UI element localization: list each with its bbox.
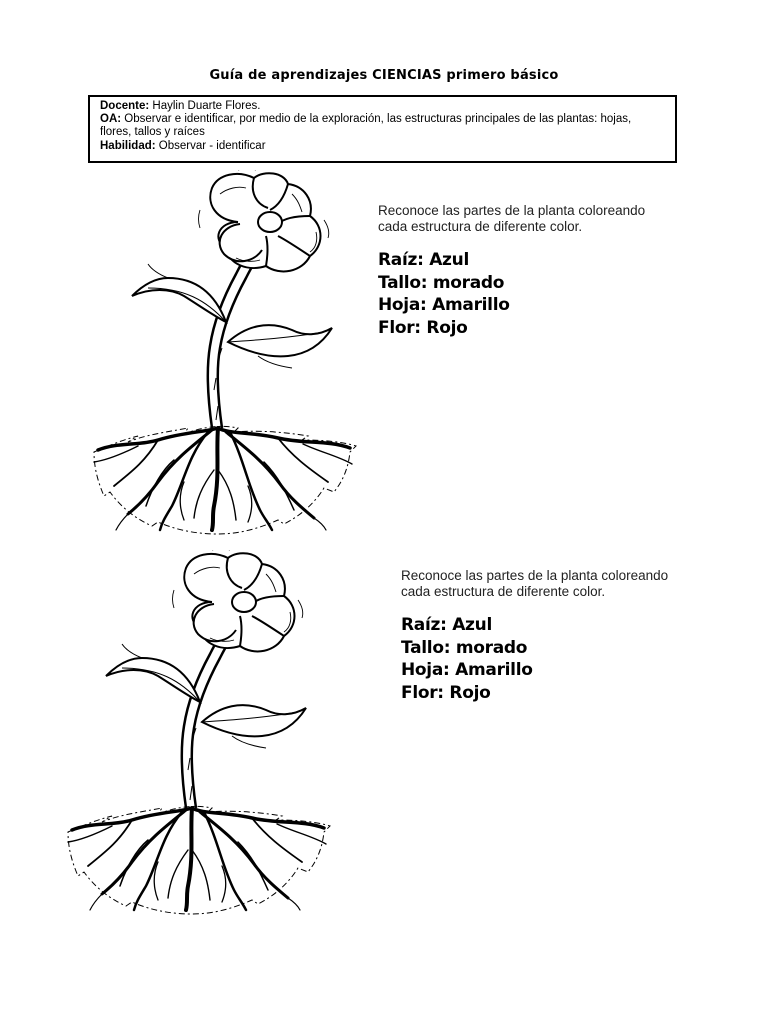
legend-hoja: Hoja: Amarillo (378, 295, 510, 315)
legend-flor: Flor: Rojo (378, 317, 468, 338)
docente-line (100, 100, 665, 113)
activity-2-instruction: Reconoce las partes de la planta coloreando cada estructura de diferente color. (401, 568, 669, 599)
oa-line (100, 113, 665, 139)
legend-tallo: Tallo: morado (378, 272, 505, 293)
activity-1-instruction: Reconoce las partes de la planta coloreando cada estructura de diferente color. (378, 203, 646, 234)
docente-label: Docente: (100, 100, 150, 112)
legend-raiz: Raíz: Azul (378, 250, 469, 270)
habilidad-value: Observar - identificar (158, 139, 266, 152)
activity-1-legend (378, 249, 510, 339)
habilidad-line (100, 140, 665, 153)
legend-raiz: Raíz: Azul (401, 615, 492, 635)
page-title: Guía de aprendizajes CIENCIAS primero básico (209, 68, 559, 83)
legend-flor: Flor: Rojo (401, 682, 491, 703)
legend-tallo: Tallo: morado (401, 637, 528, 658)
activity-2-legend (401, 614, 533, 704)
plant-illustration-2 (62, 550, 332, 920)
habilidad-label: Habilidad: (100, 139, 156, 152)
plant-illustration-1 (88, 170, 358, 540)
docente-value: Haylin Duarte Flores. (152, 100, 261, 112)
oa-value: Observar e identificar, por medio de la exploración, las estructuras principales de las plantas: hojas, flores, tallos y raíces (100, 113, 632, 139)
teacher-info-box (88, 95, 677, 163)
legend-hoja: Hoja: Amarillo (401, 660, 533, 680)
oa-label: OA: (100, 113, 122, 126)
